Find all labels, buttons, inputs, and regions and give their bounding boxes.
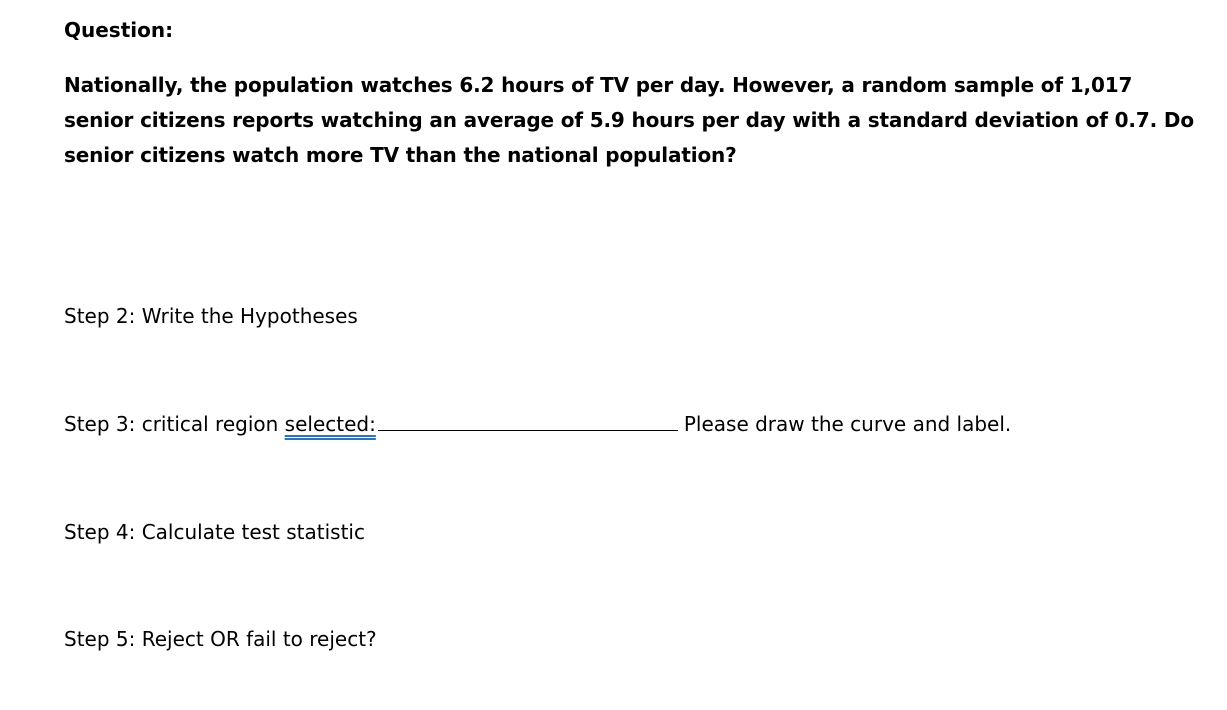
step-2-hypotheses: Step 2: Write the Hypotheses [64,304,358,328]
step-3-selected-label: selected: [284,412,376,436]
question-text: Nationally, the population watches 6.2 hours of TV per day. However, a random sample of 1,017 senior citizens reports watching an average of 5.9 hours per day with a standard deviation of 0.7. Do senior citizens watch more TV than the national population? [64,73,1194,167]
question-heading: Question: [64,18,174,42]
step-3-critical-region [64,410,1011,438]
step-3-prefix: Step 3: critical region [64,412,285,436]
step-3-instruction: Please draw the curve and label. [683,412,1012,436]
step-4-test-statistic: Step 4: Calculate test statistic [64,520,365,544]
step-5-decision: Step 5: Reject OR fail to reject? [64,627,377,651]
answer-blank-line[interactable] [378,410,678,431]
